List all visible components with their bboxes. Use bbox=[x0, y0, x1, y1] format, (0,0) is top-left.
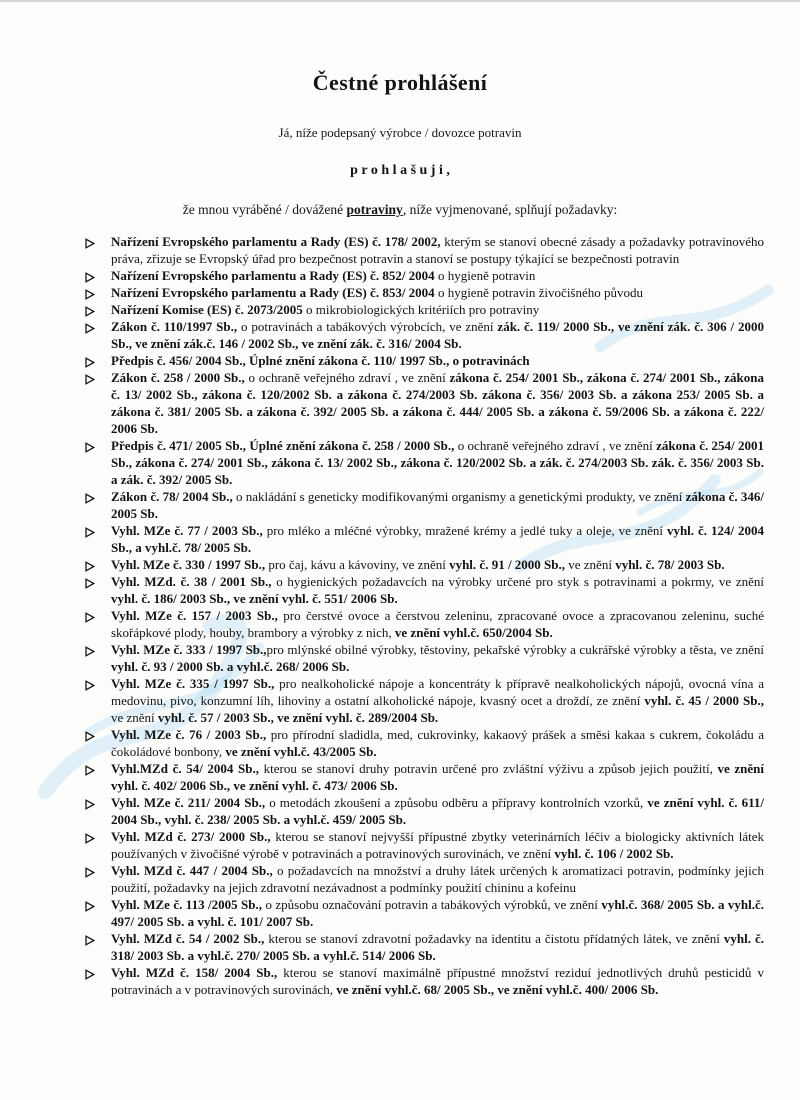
text-segment: vyhl. č. 78/ 2003 Sb. bbox=[615, 557, 725, 572]
text-segment: zákona č. 254/ 2001 Sb., zákona č. 274/ 2001 Sb., zákona č. 13/ 2002 Sb., zákona č. 120/2002 Sb. a zák. č. 274/2003 Sb. zák. č. 356/ 2003 Sb. a zák. č. 392/ 2005 Sb. bbox=[111, 438, 764, 487]
list-item bbox=[85, 318, 764, 352]
text-segment: o mikrobiologických kritériích pro potraviny bbox=[302, 302, 540, 317]
list-item bbox=[85, 437, 764, 488]
text-segment: o ochraně veřejného zdraví , ve znění bbox=[244, 370, 450, 385]
arrow-bullet-icon bbox=[85, 644, 95, 661]
item-text bbox=[111, 761, 764, 793]
list-item bbox=[85, 267, 764, 284]
text-segment: vyhl. č. 57 / 2003 Sb., ve znění vyhl. č. 289/2004 Sb. bbox=[157, 710, 439, 725]
text-segment: kterou se stanoví zdravotní požadavky na identitu a čistotu přídatných látek, ve znění bbox=[264, 931, 724, 946]
text-segment: o způsobu označování potravin a tabákových výrobků, ve znění bbox=[262, 897, 602, 912]
text-segment: Vyhl. MZd č. 447 / 2004 Sb., bbox=[111, 863, 273, 878]
text-segment: Nařízení Evropského parlamentu a Rady (ES) č. 178/ 2002, bbox=[111, 234, 441, 249]
list-item bbox=[85, 641, 764, 675]
arrow-bullet-icon bbox=[85, 763, 95, 780]
declaration-word: p r o h l a š u j i , bbox=[350, 163, 450, 178]
item-text bbox=[111, 523, 764, 555]
item-text bbox=[111, 863, 764, 895]
item-text bbox=[111, 319, 764, 351]
arrow-bullet-icon bbox=[85, 865, 95, 882]
item-text bbox=[111, 438, 764, 487]
item-text bbox=[111, 489, 764, 521]
text-segment: Vyhl. MZe č. 335 / 1997 Sb., bbox=[111, 676, 275, 691]
item-text bbox=[111, 795, 764, 827]
list-item bbox=[85, 862, 764, 896]
text-segment: o požadavcích na množství a druhy látek určených k aromatizaci potravin, podmínky jejich použití, požadavky na jejich zdravotní nezávadnost a podmínky použití chininu a kofeinu bbox=[111, 863, 764, 895]
text-segment: Vyhl. MZd č. 54 / 2002 Sb., bbox=[111, 931, 265, 946]
text-segment: pro mléko a mléčné výrobky, mražené krémy a jedlé tuky a oleje, ve znění bbox=[262, 523, 667, 538]
text-segment: Vyhl. MZe č. 77 / 2003 Sb., bbox=[111, 523, 263, 538]
text-segment: vyhl. č. 45 / 2000 Sb., bbox=[644, 693, 765, 708]
text-segment: o metodách zkoušení a způsobu odběru a přípravy kontrolních vzorků, bbox=[265, 795, 648, 810]
arrow-bullet-icon bbox=[85, 831, 95, 848]
text-segment: ve znění bbox=[111, 710, 158, 725]
text-segment: , níže vyjmenované, splňují požadavky: bbox=[402, 202, 618, 217]
text-segment: vyhl. č. 186/ 2003 Sb., ve znění vyhl. č. 551/ 2006 Sb. bbox=[111, 591, 398, 606]
item-text bbox=[111, 727, 764, 759]
list-item bbox=[85, 828, 764, 862]
list-item bbox=[85, 760, 764, 794]
intro-line: Já, níže podepsaný výrobce / dovozce potravin bbox=[278, 125, 522, 140]
text-segment: o nakládání s geneticky modifikovanými organismy a genetickými produkty, ve znění bbox=[232, 489, 686, 504]
item-text bbox=[111, 268, 535, 283]
arrow-bullet-icon bbox=[85, 933, 95, 950]
text-segment: Vyhl. MZe č. 333 / 1997 Sb., bbox=[111, 642, 267, 657]
text-segment: Vyhl. MZe č. 113 /2005 Sb., bbox=[111, 897, 263, 912]
list-item bbox=[85, 964, 764, 998]
text-segment: Vyhl. MZe č. 157 / 2003 Sb., bbox=[111, 608, 278, 623]
text-segment: Vyhl. MZe č. 330 / 1997 Sb., bbox=[111, 557, 266, 572]
text-segment: ve znění bbox=[565, 557, 616, 572]
document-title: Čestné prohlášení bbox=[312, 70, 488, 95]
text-segment: o hygieně potravin živočišného původu bbox=[434, 285, 644, 300]
text-segment: vyhl. č. 93 / 2000 Sb. a vyhl.č. 268/ 2006 Sb. bbox=[111, 659, 350, 674]
arrow-bullet-icon bbox=[85, 491, 95, 508]
text-segment: Zákon č. 78/ 2004 Sb., bbox=[111, 489, 233, 504]
text-segment: vyhl. č. 318/ 2003 Sb. a vyhl.č. 270/ 2005 Sb. a vyhl.č. 514/ 2006 Sb. bbox=[111, 931, 764, 963]
item-text bbox=[111, 574, 764, 606]
list-item bbox=[85, 675, 764, 726]
text-segment: pro přírodní sladidla, med, cukrovinky, kakaový prášek a směsi kakaa s cukrem, čokoládu a čokoládové bonbony, bbox=[111, 727, 764, 759]
text-segment: o potravinách a tabákových výrobcích, ve znění bbox=[237, 319, 498, 334]
list-item bbox=[85, 352, 764, 369]
list-item bbox=[85, 522, 764, 556]
text-segment: kterým se stanoví obecné zásady a požadavky potravinového práva, zřizuje se Evropský úřad pro bezpečnost potravin a stanoví se postupy týkající se bezpečnosti potravin bbox=[111, 234, 764, 266]
text-segment: ve znění vyhl. č. 402/ 2006 Sb., ve znění vyhl. č. 473/ 2006 Sb. bbox=[111, 761, 764, 793]
text-segment: Předpis č. 471/ 2005 Sb., Úplné znění zákona č. 258 / 2000 Sb., bbox=[111, 438, 455, 453]
document-content bbox=[0, 2, 800, 998]
text-segment: kterou se stanoví maximálně přípustné množství reziduí jednotlivých druhů pesticidů v potravinách a v potravinových surovinách, bbox=[111, 965, 764, 997]
item-text bbox=[111, 608, 764, 640]
text-segment: ve znění vyhl.č. 68/ 2005 Sb., ve znění vyhl.č. 400/ 2006 Sb. bbox=[336, 982, 659, 997]
text-segment: Vyhl. MZd č. 158/ 2004 Sb., bbox=[111, 965, 278, 980]
text-segment: zákona č. 346/ 2005 Sb. bbox=[111, 489, 764, 521]
arrow-bullet-icon bbox=[85, 440, 95, 457]
item-text bbox=[111, 285, 643, 300]
list-item bbox=[85, 607, 764, 641]
text-segment: ve znění vyhl.č. 43/2005 Sb. bbox=[225, 744, 377, 759]
text-segment: vyhl. č. 91 / 2000 Sb., bbox=[449, 557, 566, 572]
text-segment: Předpis č. 456/ 2004 Sb., Úplné znění zákona č. 110/ 1997 Sb., o potravinách bbox=[111, 353, 530, 368]
list-item bbox=[85, 284, 764, 301]
item-text bbox=[111, 353, 530, 368]
text-segment: Zákon č. 110/1997 Sb., bbox=[111, 319, 238, 334]
text-segment: pro mlýnské obilné výrobky, těstoviny, pekařské výrobky a cukrářské výrobky a těsta, ve znění bbox=[266, 642, 764, 657]
list-item bbox=[85, 301, 764, 318]
text-segment: kterou se stanoví druhy potravin určené pro zvláštní výživu a způsob jejich použití, bbox=[259, 761, 718, 776]
text-segment: zákona č. 254/ 2001 Sb., zákona č. 274/ 2001 Sb., zákona č. 13/ 2002 Sb., zákona č. 120/2002 Sb. a zákona č. 274/2003 Sb. zákona č. 356/ 2003 Sb. a zákona 253/ 2005 Sb. a zákona č. 381/ 2005 Sb. a zákona č. 392/ 2005 Sb. a zákona č. 444/ 2005 Sb. a zákona č. 59/2006 Sb. a zákona č. 222/ 2006 Sb. bbox=[111, 370, 764, 436]
item-text bbox=[111, 557, 725, 572]
item-text bbox=[111, 234, 764, 266]
item-text bbox=[111, 897, 764, 929]
text-segment: pro čerstvé ovoce a čerstvou zeleninu, zpracované ovoce a zpracovanou zeleninu, suché skořápkové plody, houby, brambory a výrobky z nich, bbox=[111, 608, 764, 640]
text-segment: vyhl. č. 106 / 2002 Sb. bbox=[554, 846, 674, 861]
arrow-bullet-icon bbox=[85, 321, 95, 338]
list-item bbox=[85, 726, 764, 760]
list-item bbox=[85, 556, 764, 573]
arrow-bullet-icon bbox=[85, 576, 95, 593]
text-segment: potraviny bbox=[346, 202, 403, 217]
arrow-bullet-icon bbox=[85, 236, 95, 253]
text-segment: Zákon č. 258 / 2000 Sb., bbox=[111, 370, 245, 385]
text-segment: ve znění vyhl. č. 611/ 2004 Sb., vyhl. č. 238/ 2005 Sb. a vyhl.č. 459/ 2005 Sb. bbox=[111, 795, 765, 827]
list-item bbox=[85, 930, 764, 964]
item-text bbox=[111, 965, 764, 997]
item-text bbox=[111, 302, 539, 317]
list-item bbox=[85, 794, 764, 828]
list-item bbox=[85, 573, 764, 607]
text-segment: pro čaj, kávu a kávoviny, ve znění bbox=[265, 557, 450, 572]
arrow-bullet-icon bbox=[85, 967, 95, 984]
text-segment: Vyhl.MZd č. 54/ 2004 Sb., bbox=[111, 761, 260, 776]
text-segment: Vyhl. MZd. č. 38 / 2001 Sb., bbox=[111, 574, 272, 589]
arrow-bullet-icon bbox=[85, 372, 95, 389]
text-segment: Nařízení Komise (ES) č. 2073/2005 bbox=[111, 302, 303, 317]
text-segment: Nařízení Evropského parlamentu a Rady (ES) č. 852/ 2004 bbox=[111, 268, 435, 283]
arrow-bullet-icon bbox=[85, 797, 95, 814]
arrow-bullet-icon bbox=[85, 899, 95, 916]
list-item bbox=[85, 488, 764, 522]
arrow-bullet-icon bbox=[85, 729, 95, 746]
regulation-list bbox=[0, 233, 800, 998]
item-text bbox=[111, 829, 764, 861]
list-item bbox=[85, 369, 764, 437]
text-segment: že mnou vyráběné / dovážené bbox=[182, 202, 347, 217]
text-segment: Nařízení Evropského parlamentu a Rady (ES) č. 853/ 2004 bbox=[111, 285, 435, 300]
text-segment: kterou se stanoví nejvyšší přípustné zbytky veterinárních léčiv a biologicky aktivních látek používaných v živočišné výrobě v potravinách a potravinových surovinách, ve znění bbox=[111, 829, 764, 861]
text-segment: zák. č. 119/ 2000 Sb., ve znění zák. č. 306 / 2000 Sb., ve znění zák.č. 146 / 2002 Sb., ve znění zák. č. 316/ 2004 Sb. bbox=[111, 319, 764, 351]
item-text bbox=[111, 676, 764, 725]
text-segment: ve znění vyhl.č. 650/2004 Sb. bbox=[394, 625, 553, 640]
item-text bbox=[111, 370, 764, 436]
arrow-bullet-icon bbox=[85, 610, 95, 627]
item-text bbox=[111, 931, 764, 963]
text-segment: pro nealkoholické nápoje a koncentráty k přípravě nealkoholických nápojů, ovocná vína a medovinu, pivo, konzumní líh, lihoviny a ostatní alkoholické nápoje, kvasný ocet a droždí, ze znění bbox=[111, 676, 764, 708]
text-segment: Vyhl. MZe č. 76 / 2003 Sb., bbox=[111, 727, 267, 742]
list-item bbox=[85, 896, 764, 930]
text-segment: vyhl. č. 124/ 2004 Sb., a vyhl.č. 78/ 2005 Sb. bbox=[111, 523, 765, 555]
list-item bbox=[85, 233, 764, 267]
arrow-bullet-icon bbox=[85, 678, 95, 695]
text-segment: Vyhl. MZd č. 273/ 2000 Sb., bbox=[111, 829, 271, 844]
arrow-bullet-icon bbox=[85, 525, 95, 542]
item-text bbox=[111, 642, 764, 674]
text-segment: vyhl.č. 368/ 2005 Sb. a vyhl.č. 497/ 2005 Sb. a vyhl. č. 101/ 2007 Sb. bbox=[111, 897, 765, 929]
text-segment: Vyhl. MZe č. 211/ 2004 Sb., bbox=[111, 795, 266, 810]
text-segment: o hygieně potravin bbox=[434, 268, 536, 283]
text-segment: o hygienických požadavcích na výrobky určené pro styk s potravinami a pokrmy, ve znění bbox=[271, 574, 764, 589]
requirements-line bbox=[0, 202, 800, 218]
text-segment: o ochraně veřejného zdraví , ve znění bbox=[454, 438, 657, 453]
